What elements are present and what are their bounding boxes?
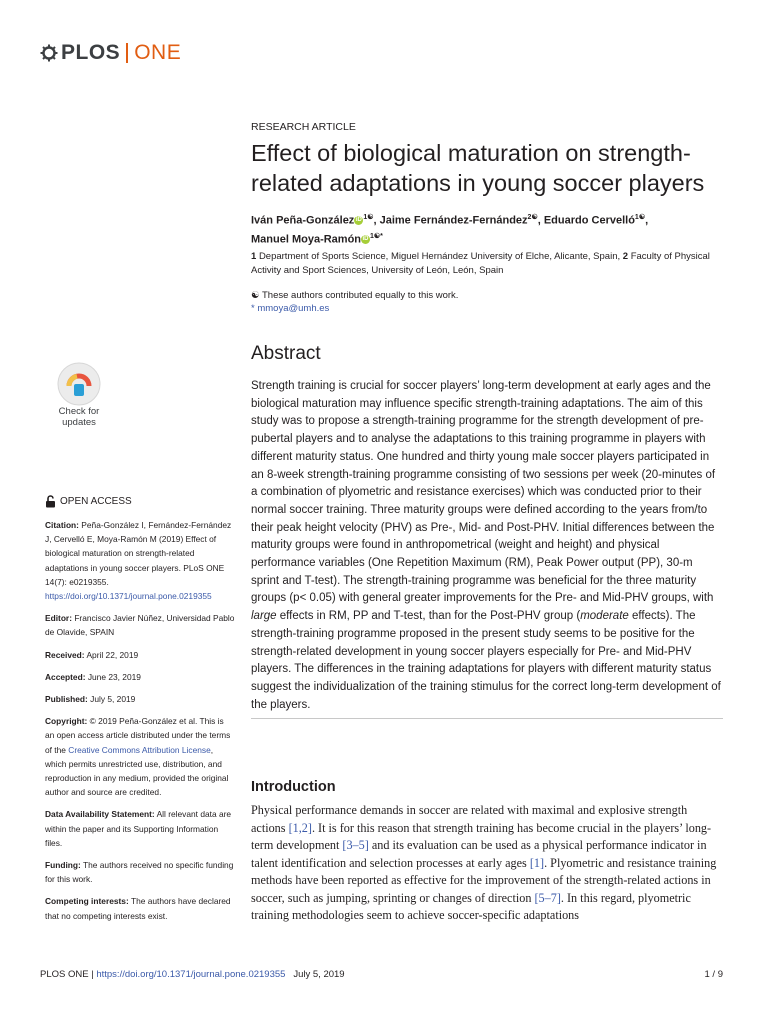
body-text: Physical performance demands in soccer are related with maximal and explosive strength actions	[251, 803, 688, 835]
author-marks: 2☯	[527, 214, 538, 221]
affiliations	[251, 250, 721, 278]
equal-contribution-icon: ☯	[251, 290, 260, 301]
open-access-label	[45, 495, 132, 508]
page-footer	[40, 969, 723, 980]
editor-text: Francisco Javier Núñez, Universidad Pablo de Olavide, SPAIN	[45, 613, 235, 638]
author-name[interactable]: Eduardo Cervelló	[543, 214, 635, 227]
affiliation-number: 2	[622, 251, 629, 262]
author-list: Iván Peña-González iD $^{1☯}$, Jaime Fernández-Fernández$^{2☯}$, Eduardo Cervelló$^{1☯}$, Manuel Moya-Ramón iD $^{1☯*}$	[251, 214, 649, 246]
orcid-icon[interactable]: iD	[362, 235, 369, 242]
published-block	[45, 692, 235, 706]
copyright-text: © 2019 Peña-González et al. This is an open access article distributed under the terms of the	[45, 716, 231, 755]
abstract-heading: Abstract	[251, 343, 321, 364]
orcid-icon[interactable]: iD	[355, 217, 362, 224]
abstract-emphasis: large	[251, 610, 277, 623]
open-lock-icon	[45, 495, 56, 508]
plos-one-logo	[40, 40, 181, 66]
author-name[interactable]: Manuel Moya-Ramón	[251, 233, 362, 246]
reference-link[interactable]: [1,2]	[288, 820, 312, 835]
reference-link[interactable]: [1]	[529, 855, 545, 870]
abstract-text: Strength training is crucial for soccer players’ long-term development at early ages and the biological maturation may influence specific strength-training adaptations. The aim of this study was to propose a strength-training programme for the strength development of pre-pubertal players and to analyse the adaptations to this training programme in players with different maturity status. One hundred and thirty young male soccer players participated in an 8-week strength-training programme consisting of two sessions per week (20-minutes of a combination of plyometric and resistance exercises) which was conducted prior to their normal soccer training. Three maturity groups were defined according to the years from/to their peak height velocity (PHV) as Pre-, Mid- and Post-PHV. Initial differences between the maturity groups were found in anthropometrical (weight and height) and physical performance variables (One Repetition Maximum (RM), Peak Power output (PP), 30-m sprint and T-test). The strength-training programme was beneficial for the three maturity groups (p< 0.05) with general greater improvements for the Pre- and Mid-PHV groups, with	[251, 380, 716, 605]
accepted-label: Accepted:	[45, 671, 86, 682]
reference-link[interactable]: [3–5]	[342, 838, 369, 852]
affiliation-number: 1	[251, 251, 257, 262]
article-type: RESEARCH ARTICLE	[251, 121, 356, 133]
license-link[interactable]: Creative Commons Attribution License	[68, 744, 211, 755]
author-marks: 1☯	[363, 214, 374, 221]
author-name[interactable]: Jaime Fernández-Fernández	[379, 214, 528, 227]
check-for-updates-icon	[57, 362, 101, 406]
author-notes	[251, 289, 721, 315]
abstract-text: effects in RM, PP and T-test, than for the Post-PHV group (	[276, 610, 581, 623]
accepted-date: June 23, 2019	[87, 671, 141, 682]
open-access-text: OPEN ACCESS	[60, 496, 132, 507]
accepted-block	[45, 670, 235, 684]
introduction-heading: Introduction	[251, 779, 336, 795]
footer-citation	[40, 969, 345, 980]
copyright-text: , which permits unrestricted use, distribution, and reproduction in any medium, provided the original author and source are credited.	[45, 744, 229, 798]
author-name[interactable]: Iván Peña-González	[251, 214, 355, 227]
corresponding-email-link[interactable]: mmoya@umh.es	[257, 303, 330, 314]
citation-doi-link[interactable]: https://doi.org/10.1371/journal.pone.0219355	[45, 591, 212, 602]
body-text: . It is for this reason that strength training has become crucial in the players’ long-term development	[251, 820, 712, 852]
footer-date: July 5, 2019	[293, 969, 345, 980]
data-availability-text: All relevant data are within the paper and its Supporting Information files.	[45, 809, 232, 848]
footer-doi-link[interactable]: https://doi.org/10.1371/journal.pone.0219355	[96, 969, 286, 980]
funding-label: Funding:	[45, 860, 81, 871]
check-for-updates-label: Check for updates	[58, 406, 100, 428]
competing-interests-text: The authors have declared that no competing interests exist.	[45, 896, 231, 921]
funding-block	[45, 858, 235, 886]
footer-journal: PLOS ONE |	[40, 969, 94, 980]
abstract-emphasis: moderate	[580, 610, 629, 623]
logo-plos-text: PLOS	[61, 41, 121, 64]
citation-label: Citation:	[45, 520, 79, 530]
editor-block	[45, 611, 235, 639]
published-date: July 5, 2019	[90, 694, 136, 705]
received-label: Received:	[45, 649, 85, 660]
received-block	[45, 648, 235, 662]
body-text: and its evaluation can be used as a physical performance indicator in talent identification and selection processes at early ages	[251, 838, 707, 870]
logo-one-text: ONE	[134, 41, 182, 64]
abstract-body	[251, 378, 723, 714]
article-info-sidebar	[45, 518, 235, 931]
funding-text: The authors received no specific funding for this work.	[45, 860, 234, 885]
body-text: . Plyometric and resistance training methods have been reported as effective for the improvement of the strength-related actions in soccer, such as jumping, sprinting or changes of direction	[251, 855, 717, 905]
citation-text: Peña-González I, Fernández-Fernández J, Cervelló E, Moya-Ramón M (2019) Effect of biological maturation on strength-related adaptations in young soccer players. PLoS ONE 14(7): e0219355.	[45, 520, 232, 587]
received-date: April 22, 2019	[86, 649, 139, 660]
equal-contribution-note: These authors contributed equally to this work.	[262, 290, 459, 301]
author-marks: 1☯	[634, 214, 646, 221]
competing-interests-label: Competing interests:	[45, 896, 129, 907]
citation-block	[45, 518, 235, 603]
editor-label: Editor:	[45, 613, 72, 624]
article-title: Effect of biological maturation on strength-related adaptations in young soccer players	[251, 140, 705, 196]
reference-link[interactable]: [5–7]	[534, 890, 561, 905]
page-number: 1 / 9	[704, 969, 723, 980]
copyright-label: Copyright:	[45, 716, 88, 727]
affiliation-text: Department of Sports Science, Miguel Hernández University of Elche, Alicante, Spain,	[258, 251, 621, 262]
check-for-updates-badge[interactable]	[44, 362, 114, 434]
competing-interests-block	[45, 894, 235, 922]
introduction-body	[251, 802, 723, 925]
affiliation-text: Faculty of Physical Activity and Sport Sciences, University of León, León, Spain	[251, 251, 710, 276]
copyright-block	[45, 714, 235, 799]
plos-logo-icon	[40, 44, 58, 62]
data-availability-block	[45, 807, 235, 850]
abstract-divider	[251, 718, 723, 719]
abstract-text: effects). The strength-training programme proposed in the present study seems to be positive for the strength-related development in young soccer players especially for Pre- and Mid-PHV players. The differences in the training adaptations for players with different maturity status suggest the individualization of the training stimulus for the correct long-term development of the players.	[251, 610, 721, 711]
body-text: . In this regard, plyometric training methodologies seem to achieve soccer-specific adaptations	[251, 890, 691, 922]
author-marks: 1☯*	[370, 232, 383, 240]
corresponding-asterisk: *	[251, 303, 255, 314]
data-availability-label: Data Availability Statement:	[45, 809, 155, 820]
published-label: Published:	[45, 694, 88, 705]
logo-divider	[126, 43, 128, 63]
